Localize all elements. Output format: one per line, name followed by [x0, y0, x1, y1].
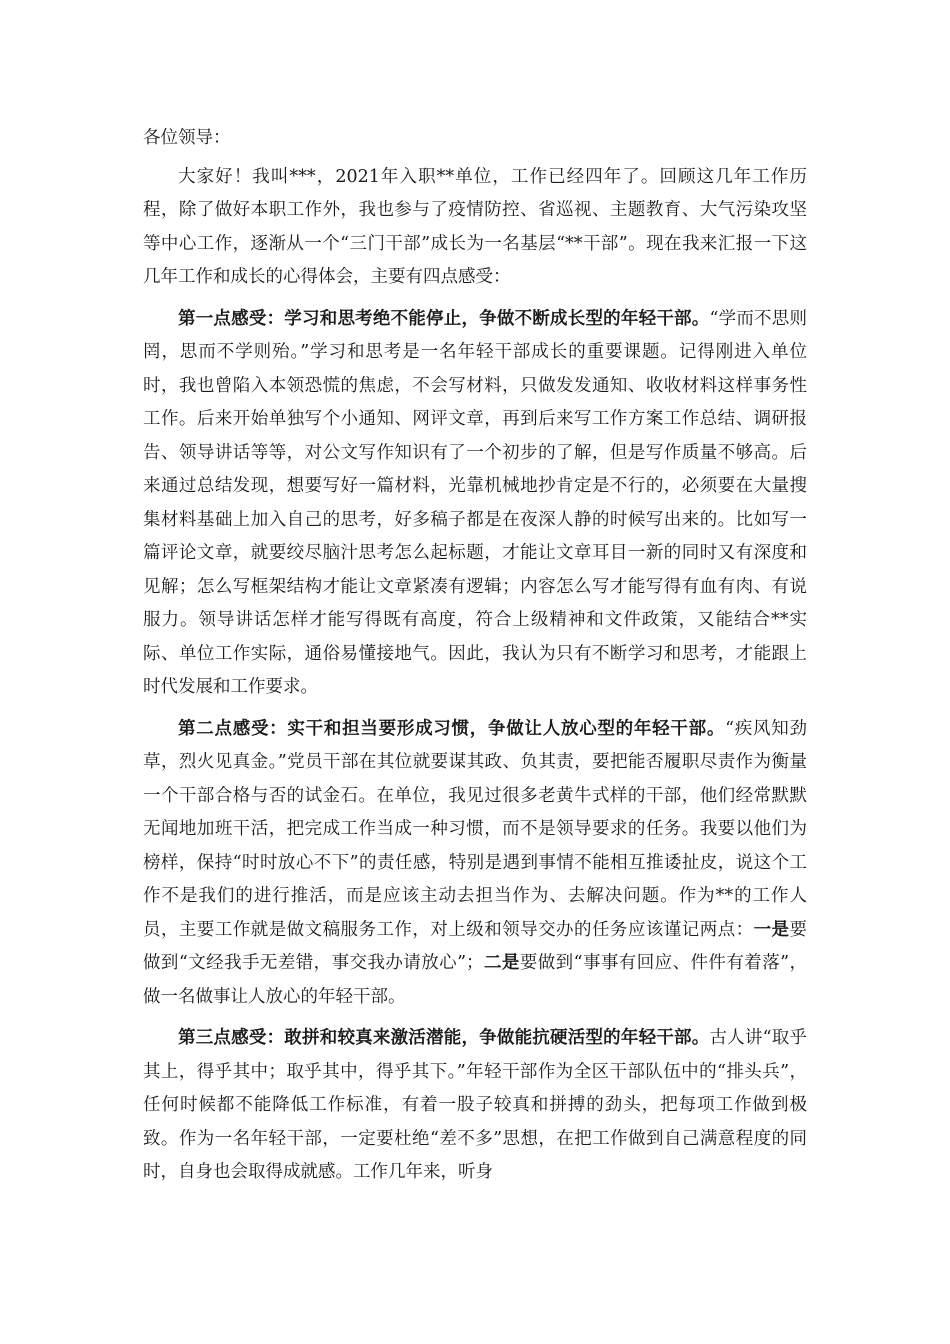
intro-paragraph: 大家好！我叫***，2021年入职**单位，工作已经四年了。回顾这几年工作历程，除了做好本职工作外，我也参与了疫情防控、省巡视、主题教育、大气污染攻坚等中心工作，逐渐从一个“三门干部”成长为一名基层“**干部”。现在我来汇报一下这几年工作和成长的心得体会，主要有四点感受：	[143, 166, 807, 287]
section-1-paragraph	[143, 303, 807, 705]
salutation: 各位领导：	[143, 128, 231, 148]
section-3-body: 古人讲“取乎其上，得乎其中；取乎其中，得乎其下。”年轻干部作为全区干部队伍中的“排头兵”，任何时候都不能降低工作标准，有着一股子较真和拼搏的劲头，把每项工作做到极致。作为一名年轻干部，一定要杜绝“差不多”思想，在把工作做到自己满意程度的同时，自身也会取得成就感。工作几年来，听身	[143, 1028, 807, 1182]
section-2-point2-label: 二是	[483, 953, 520, 973]
section-1-body: “学而不思则罔，思而不学则殆。”学习和思考是一名年轻干部成长的重要课题。记得刚进入单位时，我也曾陷入本领恐慌的焦虑，不会写材料，只做发发通知、收收材料这样事务性工作。后来开始单独写个小通知、网评文章，再到后来写工作方案工作总结、调研报告、领导讲话等等，对公文写作知识有了一个初步的了解，但是写作质量不够高。后来通过总结发现，想要写好一篇材料，光靠机械地抄肯定是不行的，必须要在大量搜集材料基础上加入自己的思考，好多稿子都是在夜深人静的时候写出来的。比如写一篇评论文章，就要绞尽脑汁思考怎么起标题，才能让文章耳目一新的同时又有深度和见解；怎么写框架结构才能让文章紧凑有逻辑；内容怎么写才能写得有血有肉、有说服力。领导讲话怎样才能写得既有高度，符合上级精神和文件政策，又能结合**实际、单位工作实际，通俗易懂接地气。因此，我认为只有不断学习和思考，才能跟上时代发展和工作要求。	[143, 308, 807, 697]
section-2-point2-text: 要做到“事事有回应、件件有着落”，做一名做事让人放心的年轻干部。	[143, 953, 807, 1007]
section-2-body: “疾风知劲草，烈火见真金。”党员干部在其位就要谋其政、负其责，要把能否履职尽责作为衡量一个干部合格与否的试金石。在单位，我见过很多老黄牛式样的干部，他们经常默默无闻地加班干活，把完成工作当成一种习惯，而不是领导要求的任务。我要以他们为榜样，保持“时时放心不下”的责任感，特别是遇到事情不能相互推诿扯皮，说这个工作不是我们的进行推活，而是应该主动去担当作为、去解决问题。作为**的工作人员，主要工作就是做文稿服务工作，对上级和领导交办的任务应该谨记两点：	[143, 718, 808, 940]
section-2-heading: 第二点感受：实干和担当要形成习惯，争做让人放心型的年轻干部。	[178, 718, 726, 739]
document-page	[143, 122, 807, 1198]
section-3-paragraph	[143, 1022, 807, 1190]
section-1-heading: 第一点感受：学习和思考绝不能停止，争做不断成长型的年轻干部。	[178, 308, 710, 329]
section-2-paragraph	[143, 713, 807, 1015]
section-2-point1-text: 要做到“文经我手无差错，事交我办请放心”；	[143, 919, 808, 973]
section-2-point1-label: 一是	[753, 919, 790, 940]
section-3-heading: 第三点感受：敢拼和较真来激活潜能，争做能抗硬活型的年轻干部。	[178, 1028, 710, 1048]
